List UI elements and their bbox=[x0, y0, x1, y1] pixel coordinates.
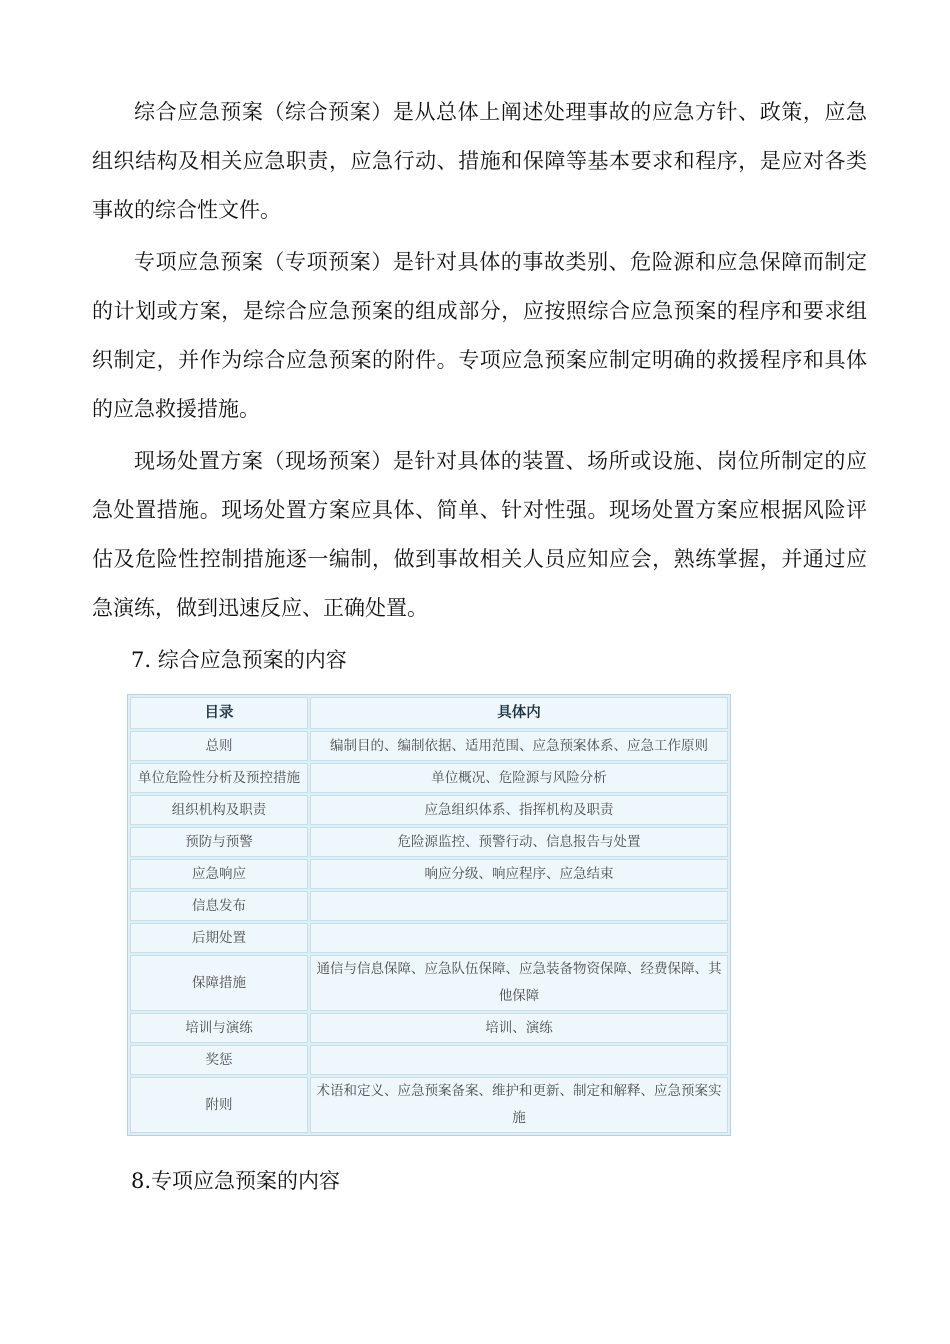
table-row bbox=[130, 891, 728, 921]
table-cell-details bbox=[310, 891, 728, 921]
contents-table bbox=[128, 695, 730, 1135]
table-row bbox=[130, 859, 728, 889]
table-cell-catalog: 信息发布 bbox=[130, 891, 308, 921]
table-cell-catalog: 奖惩 bbox=[130, 1045, 308, 1075]
table-row bbox=[130, 1045, 728, 1075]
table-cell-details: 危险源监控、预警行动、信息报告与处置 bbox=[310, 827, 728, 857]
table-row bbox=[130, 795, 728, 825]
table-cell-catalog: 附则 bbox=[130, 1077, 308, 1133]
table-cell-details bbox=[310, 1045, 728, 1075]
table-cell-details: 响应分级、响应程序、应急结束 bbox=[310, 859, 728, 889]
table-cell-catalog: 单位危险性分析及预控措施 bbox=[130, 763, 308, 793]
table-row bbox=[130, 763, 728, 793]
table-header-row bbox=[130, 697, 728, 729]
table-cell-details: 培训、演练 bbox=[310, 1013, 728, 1043]
table-row bbox=[130, 923, 728, 953]
table-row bbox=[130, 1077, 728, 1133]
table-cell-catalog: 总则 bbox=[130, 731, 308, 761]
paragraph-special-plan: 专项应急预案（专项预案）是针对具体的事故类别、危险源和应急保障而制定的计划或方案，是综合应急预案的组成部分，应按照综合应急预案的程序和要求组织制定，并作为综合应急预案的附件。专项应急预案应制定明确的救援程序和具体的应急救援措施。 bbox=[92, 250, 867, 421]
table-cell-catalog: 后期处置 bbox=[130, 923, 308, 953]
table-cell-details: 单位概况、危险源与风险分析 bbox=[310, 763, 728, 793]
table-cell-catalog: 保障措施 bbox=[130, 955, 308, 1011]
table-cell-catalog: 组织机构及职责 bbox=[130, 795, 308, 825]
table-cell-details: 编制目的、编制依据、适用范围、应急预案体系、应急工作原则 bbox=[310, 731, 728, 761]
table-cell-catalog: 预防与预警 bbox=[130, 827, 308, 857]
table-cell-details: 术语和定义、应急预案备案、维护和更新、制定和解释、应急预案实施 bbox=[310, 1077, 728, 1133]
table-row bbox=[130, 955, 728, 1011]
table-header-details: 具体内 bbox=[310, 697, 728, 729]
section-8-heading: 8.专项应急预案的内容 bbox=[131, 1169, 341, 1193]
table-cell-details: 应急组织体系、指挥机构及职责 bbox=[310, 795, 728, 825]
table-cell-catalog: 培训与演练 bbox=[130, 1013, 308, 1043]
paragraph-onsite-plan: 现场处置方案（现场预案）是针对具体的装置、场所或设施、岗位所制定的应急处置措施。现场处置方案应具体、简单、针对性强。现场处置方案应根据风险评估及危险性控制措施逐一编制，做到事故相关人员应知应会，熟练掌握，并通过应急演练，做到迅速反应、正确处置。 bbox=[92, 449, 867, 620]
table-header-catalog: 目录 bbox=[130, 697, 308, 729]
table-row bbox=[130, 827, 728, 857]
table-cell-catalog: 应急响应 bbox=[130, 859, 308, 889]
contents-table-container bbox=[127, 694, 731, 1136]
table-cell-details: 通信与信息保障、应急队伍保障、应急装备物资保障、经费保障、其他保障 bbox=[310, 955, 728, 1011]
table-cell-details bbox=[310, 923, 728, 953]
table-row bbox=[130, 731, 728, 761]
paragraph-comprehensive-plan: 综合应急预案（综合预案）是从总体上阐述处理事故的应急方针、政策，应急组织结构及相关应急职责，应急行动、措施和保障等基本要求和程序，是应对各类事故的综合性文件。 bbox=[92, 100, 867, 222]
table-row bbox=[130, 1013, 728, 1043]
section-7-heading: 7. 综合应急预案的内容 bbox=[131, 648, 347, 672]
